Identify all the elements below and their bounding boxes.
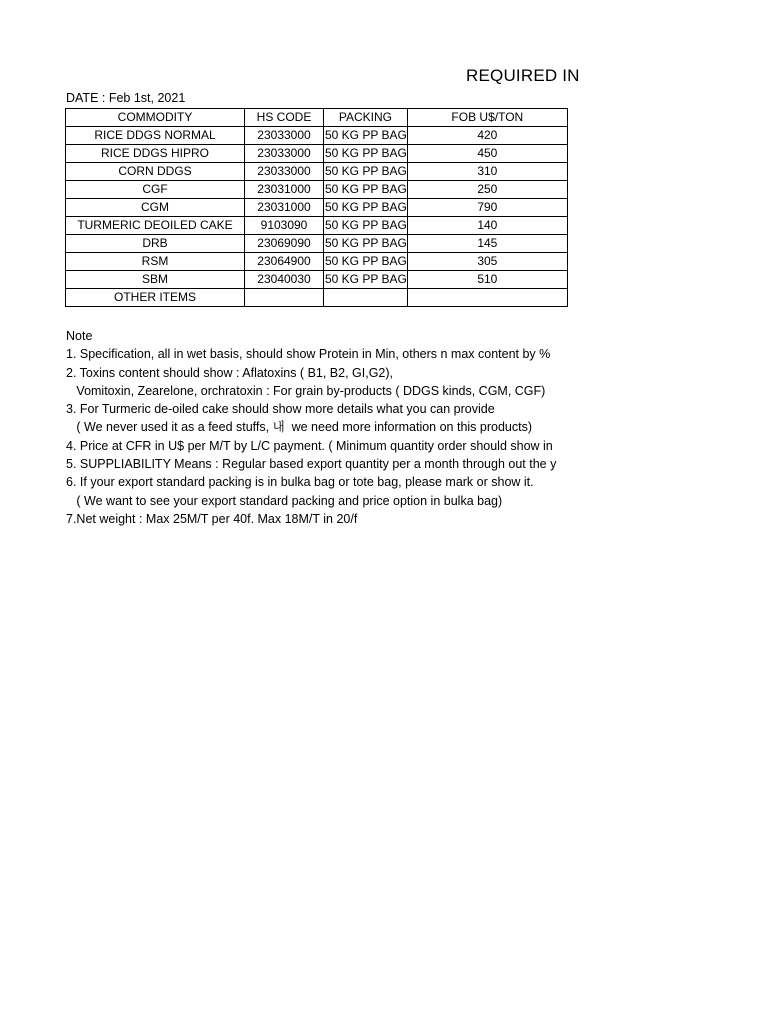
date-label: DATE : Feb 1st, 2021	[66, 91, 186, 105]
packing-cell: 50 KG PP BAG	[324, 181, 408, 199]
commodity-price-table	[65, 108, 568, 307]
packing-cell: 50 KG PP BAG	[324, 127, 408, 145]
note-line: Vomitoxin, Zearelone, orchratoxin : For grain by-products ( DDGS kinds, CGM, CGF)	[66, 383, 546, 398]
packing-cell: 50 KG PP BAG	[324, 145, 408, 163]
table-row	[66, 235, 568, 253]
note-line: 4. Price at CFR in U$ per M/T by L/C payment. ( Minimum quantity order should show in	[66, 438, 553, 453]
note-line: 2. Toxins content should show : Aflatoxins ( B1, B2, GI,G2),	[66, 365, 394, 380]
column-header-commodity: COMMODITY	[66, 109, 245, 127]
note-line: 3. For Turmeric de-oiled cake should show more details what you can provide	[66, 402, 495, 417]
commodity-cell: CORN DDGS	[66, 163, 245, 181]
note-line: 5. SUPPLIABILITY Means : Regular based export quantity per a month through out the y	[66, 457, 557, 472]
table-row	[66, 127, 568, 145]
hs-code-cell: 23033000	[245, 163, 324, 181]
commodity-cell: OTHER ITEMS	[66, 289, 245, 307]
notes-section	[66, 327, 576, 528]
table-row	[66, 271, 568, 289]
hs-code-cell	[245, 289, 324, 307]
hs-code-cell: 23033000	[245, 145, 324, 163]
page-title: REQUIRED IN	[466, 66, 580, 85]
commodity-cell: CGM	[66, 199, 245, 217]
fob-cell: 305	[407, 253, 567, 271]
note-line: ( We never used it as a feed stuffs, 내 we need more information on this products)	[66, 420, 533, 435]
commodity-cell: RICE DDGS HIPRO	[66, 145, 245, 163]
table-row	[66, 253, 568, 271]
packing-cell	[324, 289, 408, 307]
note-line: 7.Net weight : Max 25M/T per 40f. Max 18M/T in 20/f	[66, 511, 358, 526]
column-header-hs-code: HS CODE	[245, 109, 324, 127]
packing-cell: 50 KG PP BAG	[324, 217, 408, 235]
hs-code-cell: 23040030	[245, 271, 324, 289]
table-row	[66, 289, 568, 307]
fob-cell: 250	[407, 181, 567, 199]
table-row	[66, 181, 568, 199]
hs-code-cell: 23033000	[245, 127, 324, 145]
commodity-cell: RSM	[66, 253, 245, 271]
table-row	[66, 163, 568, 181]
table-row	[66, 217, 568, 235]
fob-cell: 510	[407, 271, 567, 289]
commodity-cell: DRB	[66, 235, 245, 253]
packing-cell: 50 KG PP BAG	[324, 199, 408, 217]
packing-cell: 50 KG PP BAG	[324, 235, 408, 253]
commodity-cell: TURMERIC DEOILED CAKE	[66, 217, 245, 235]
column-header-fob: FOB U$/TON	[407, 109, 567, 127]
hs-code-cell: 23031000	[245, 181, 324, 199]
commodity-cell: RICE DDGS NORMAL	[66, 127, 245, 145]
table-row	[66, 145, 568, 163]
table-header-row	[66, 109, 568, 127]
fob-cell: 140	[407, 217, 567, 235]
packing-cell: 50 KG PP BAG	[324, 163, 408, 181]
hs-code-cell: 23031000	[245, 199, 324, 217]
hs-code-cell: 9103090	[245, 217, 324, 235]
hs-code-cell: 23069090	[245, 235, 324, 253]
fob-cell: 450	[407, 145, 567, 163]
table-row	[66, 199, 568, 217]
note-line: ( We want to see your export standard packing and price option in bulka bag)	[66, 493, 503, 508]
column-header-packing: PACKING	[324, 109, 408, 127]
packing-cell: 50 KG PP BAG	[324, 253, 408, 271]
notes-heading: Note	[66, 329, 93, 343]
packing-cell: 50 KG PP BAG	[324, 271, 408, 289]
fob-cell	[407, 289, 567, 307]
commodity-cell: SBM	[66, 271, 245, 289]
note-line: 1. Specification, all in wet basis, should show Protein in Min, others n max content by %	[66, 347, 551, 362]
fob-cell: 145	[407, 235, 567, 253]
note-line: 6. If your export standard packing is in bulka bag or tote bag, please mark or show it.	[66, 475, 534, 490]
fob-cell: 790	[407, 199, 567, 217]
fob-cell: 310	[407, 163, 567, 181]
fob-cell: 420	[407, 127, 567, 145]
hs-code-cell: 23064900	[245, 253, 324, 271]
commodity-cell: CGF	[66, 181, 245, 199]
